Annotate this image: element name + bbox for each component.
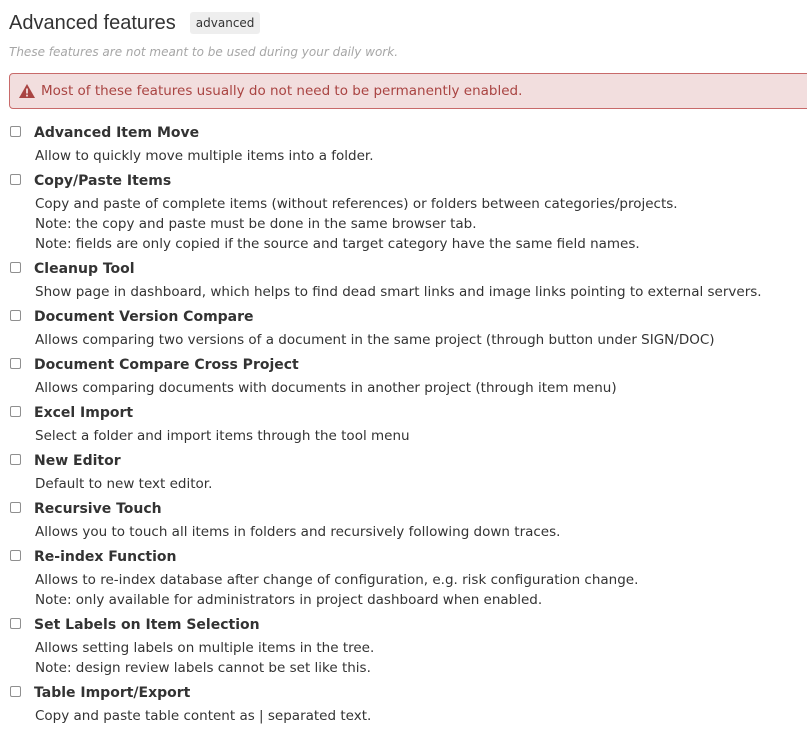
feature-label: Document Compare Cross Project xyxy=(34,357,299,373)
feature-description: Default to new text editor. xyxy=(35,476,213,492)
feature-label: Table Import/Export xyxy=(34,685,191,701)
feature-checkbox[interactable] xyxy=(10,406,21,417)
page-subtitle: These features are not meant to be used during your daily work. xyxy=(9,45,399,59)
feature-checkbox[interactable] xyxy=(10,262,21,273)
feature-label: Excel Import xyxy=(34,405,134,421)
feature-checkbox[interactable] xyxy=(10,550,21,561)
feature-note: Note: the copy and paste must be done in the same browser tab. xyxy=(35,216,477,232)
feature-note: Note: only available for administrators in project dashboard when enabled. xyxy=(35,592,543,608)
feature-label: Advanced Item Move xyxy=(34,125,200,141)
feature-checkbox[interactable] xyxy=(10,358,21,369)
feature-description: Select a folder and import items through the tool menu xyxy=(35,428,410,444)
advanced-tag: advanced xyxy=(190,12,261,34)
feature-note: Note: fields are only copied if the source and target category have the same field names. xyxy=(35,236,640,252)
feature-description: Allow to quickly move multiple items into a folder. xyxy=(35,148,374,164)
feature-note: Note: design review labels cannot be set like this. xyxy=(35,660,371,676)
feature-label: Set Labels on Item Selection xyxy=(34,617,260,633)
feature-description: Allows setting labels on multiple items in the tree. xyxy=(35,640,375,656)
feature-description: Show page in dashboard, which helps to find dead smart links and image links pointing to external servers. xyxy=(35,284,762,300)
feature-description: Allows comparing two versions of a document in the same project (through button under SIGN/DOC) xyxy=(35,332,715,348)
feature-checkbox[interactable] xyxy=(10,126,21,137)
feature-description: Allows comparing documents with documents in another project (through item menu) xyxy=(35,380,617,396)
feature-label: Re-index Function xyxy=(34,549,177,565)
feature-checkbox[interactable] xyxy=(10,454,21,465)
feature-label: Document Version Compare xyxy=(34,309,254,325)
alert-text: Most of these features usually do not need to be permanently enabled. xyxy=(41,83,523,99)
feature-description: Copy and paste table content as | separated text. xyxy=(35,708,372,724)
feature-label: New Editor xyxy=(34,453,121,469)
feature-checkbox[interactable] xyxy=(10,686,21,697)
feature-label: Copy/Paste Items xyxy=(34,173,172,189)
feature-description: Allows to re-index database after change of configuration, e.g. risk configuration change. xyxy=(35,572,639,588)
feature-description: Allows you to touch all items in folders and recursively following down traces. xyxy=(35,524,561,540)
feature-label: Cleanup Tool xyxy=(34,261,135,277)
page-title: Advanced features xyxy=(9,12,176,34)
feature-checkbox[interactable] xyxy=(10,502,21,513)
feature-checkbox[interactable] xyxy=(10,618,21,629)
feature-label: Recursive Touch xyxy=(34,501,162,517)
feature-description: Copy and paste of complete items (without references) or folders between categories/projects. xyxy=(35,196,678,212)
feature-checkbox[interactable] xyxy=(10,174,21,185)
feature-checkbox[interactable] xyxy=(10,310,21,321)
